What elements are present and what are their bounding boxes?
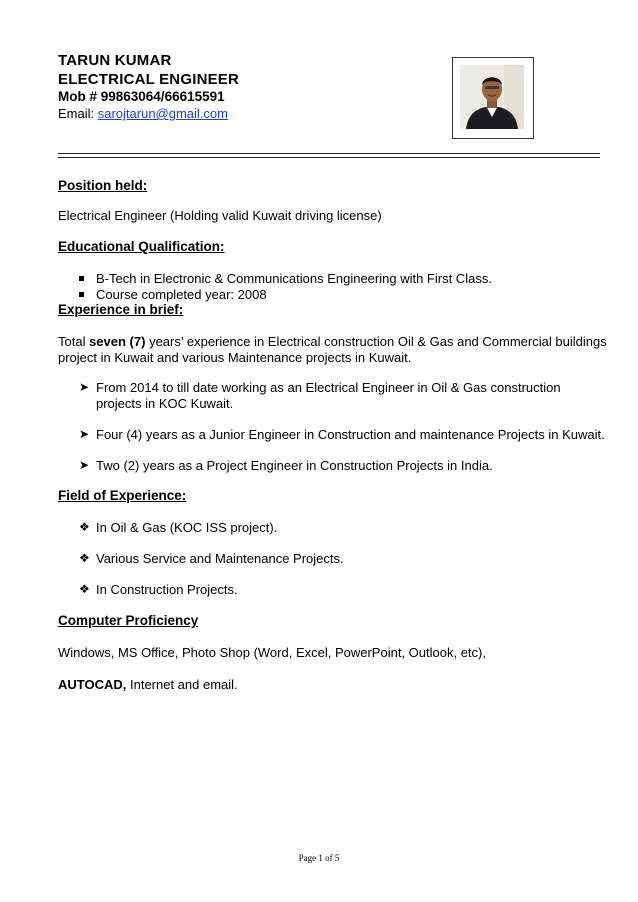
square-bullet-icon [79, 270, 84, 281]
arrow-bullet-icon: ➤ [79, 427, 90, 441]
position-heading: Position held: [58, 178, 148, 193]
experience-item: From 2014 to till date working as an Electrical Engineer in Oil & Gas construction [96, 380, 561, 395]
field-item: In Oil & Gas (KOC ISS project). [96, 520, 278, 535]
intro-prefix: Total [58, 334, 90, 349]
arrow-bullet-icon: ➤ [79, 458, 90, 472]
arrow-bullet-icon: ➤ [79, 380, 90, 394]
page-number: Page 1 of 5 [298, 853, 340, 863]
position-text: Electrical Engineer (Holding valid Kuwait driving license) [58, 208, 382, 223]
diamond-bullet-icon: ❖ [79, 551, 90, 565]
education-item: Course completed year: 2008 [96, 287, 267, 302]
experience-intro-line1 [58, 333, 607, 350]
computer-line2 [58, 676, 238, 693]
experience-item: Two (2) years as a Project Engineer in Construction Projects in India. [96, 458, 493, 473]
square-bullet-icon [79, 286, 84, 297]
computer-line2-rest: Internet and email. [126, 677, 238, 692]
diamond-bullet-icon: ❖ [79, 520, 90, 534]
profile-photo [452, 57, 534, 139]
person-photo-icon [460, 65, 524, 129]
mobile-number: Mob # 99863064/66615591 [58, 89, 225, 104]
candidate-name: TARUN KUMAR [58, 52, 172, 69]
autocad-label: AUTOCAD, [58, 677, 127, 692]
education-heading: Educational Qualification: [58, 239, 225, 254]
intro-rest: years’ experience in Electrical construction Oil & Gas and Commercial buildings [145, 334, 607, 349]
experience-item: Four (4) years as a Junior Engineer in Construction and maintenance Projects in Kuwait. [96, 427, 605, 442]
field-item: Various Service and Maintenance Projects. [96, 551, 344, 566]
education-item: B-Tech in Electronic & Communications Engineering with First Class. [96, 271, 492, 286]
intro-years: seven (7) [89, 334, 146, 349]
computer-heading: Computer Proficiency [58, 613, 199, 628]
field-heading: Field of Experience: [58, 488, 187, 503]
header-divider-bottom [58, 157, 600, 158]
profile-photo-image [460, 65, 524, 129]
field-item: In Construction Projects. [96, 582, 238, 597]
candidate-title: ELECTRICAL ENGINEER [58, 71, 240, 88]
experience-intro-line2: project in Kuwait and various Maintenance projects in Kuwait. [58, 350, 412, 365]
email-label: Email: [58, 106, 98, 121]
computer-line1: Windows, MS Office, Photo Shop (Word, Excel, PowerPoint, Outlook, etc), [58, 645, 486, 660]
email-link[interactable]: sarojtarun@gmail.com [97, 106, 228, 121]
header-divider-top [58, 153, 600, 154]
experience-heading: Experience in brief: [58, 302, 184, 317]
diamond-bullet-icon: ❖ [79, 582, 90, 596]
email-line [58, 106, 228, 121]
experience-item-continued: projects in KOC Kuwait. [96, 396, 234, 411]
